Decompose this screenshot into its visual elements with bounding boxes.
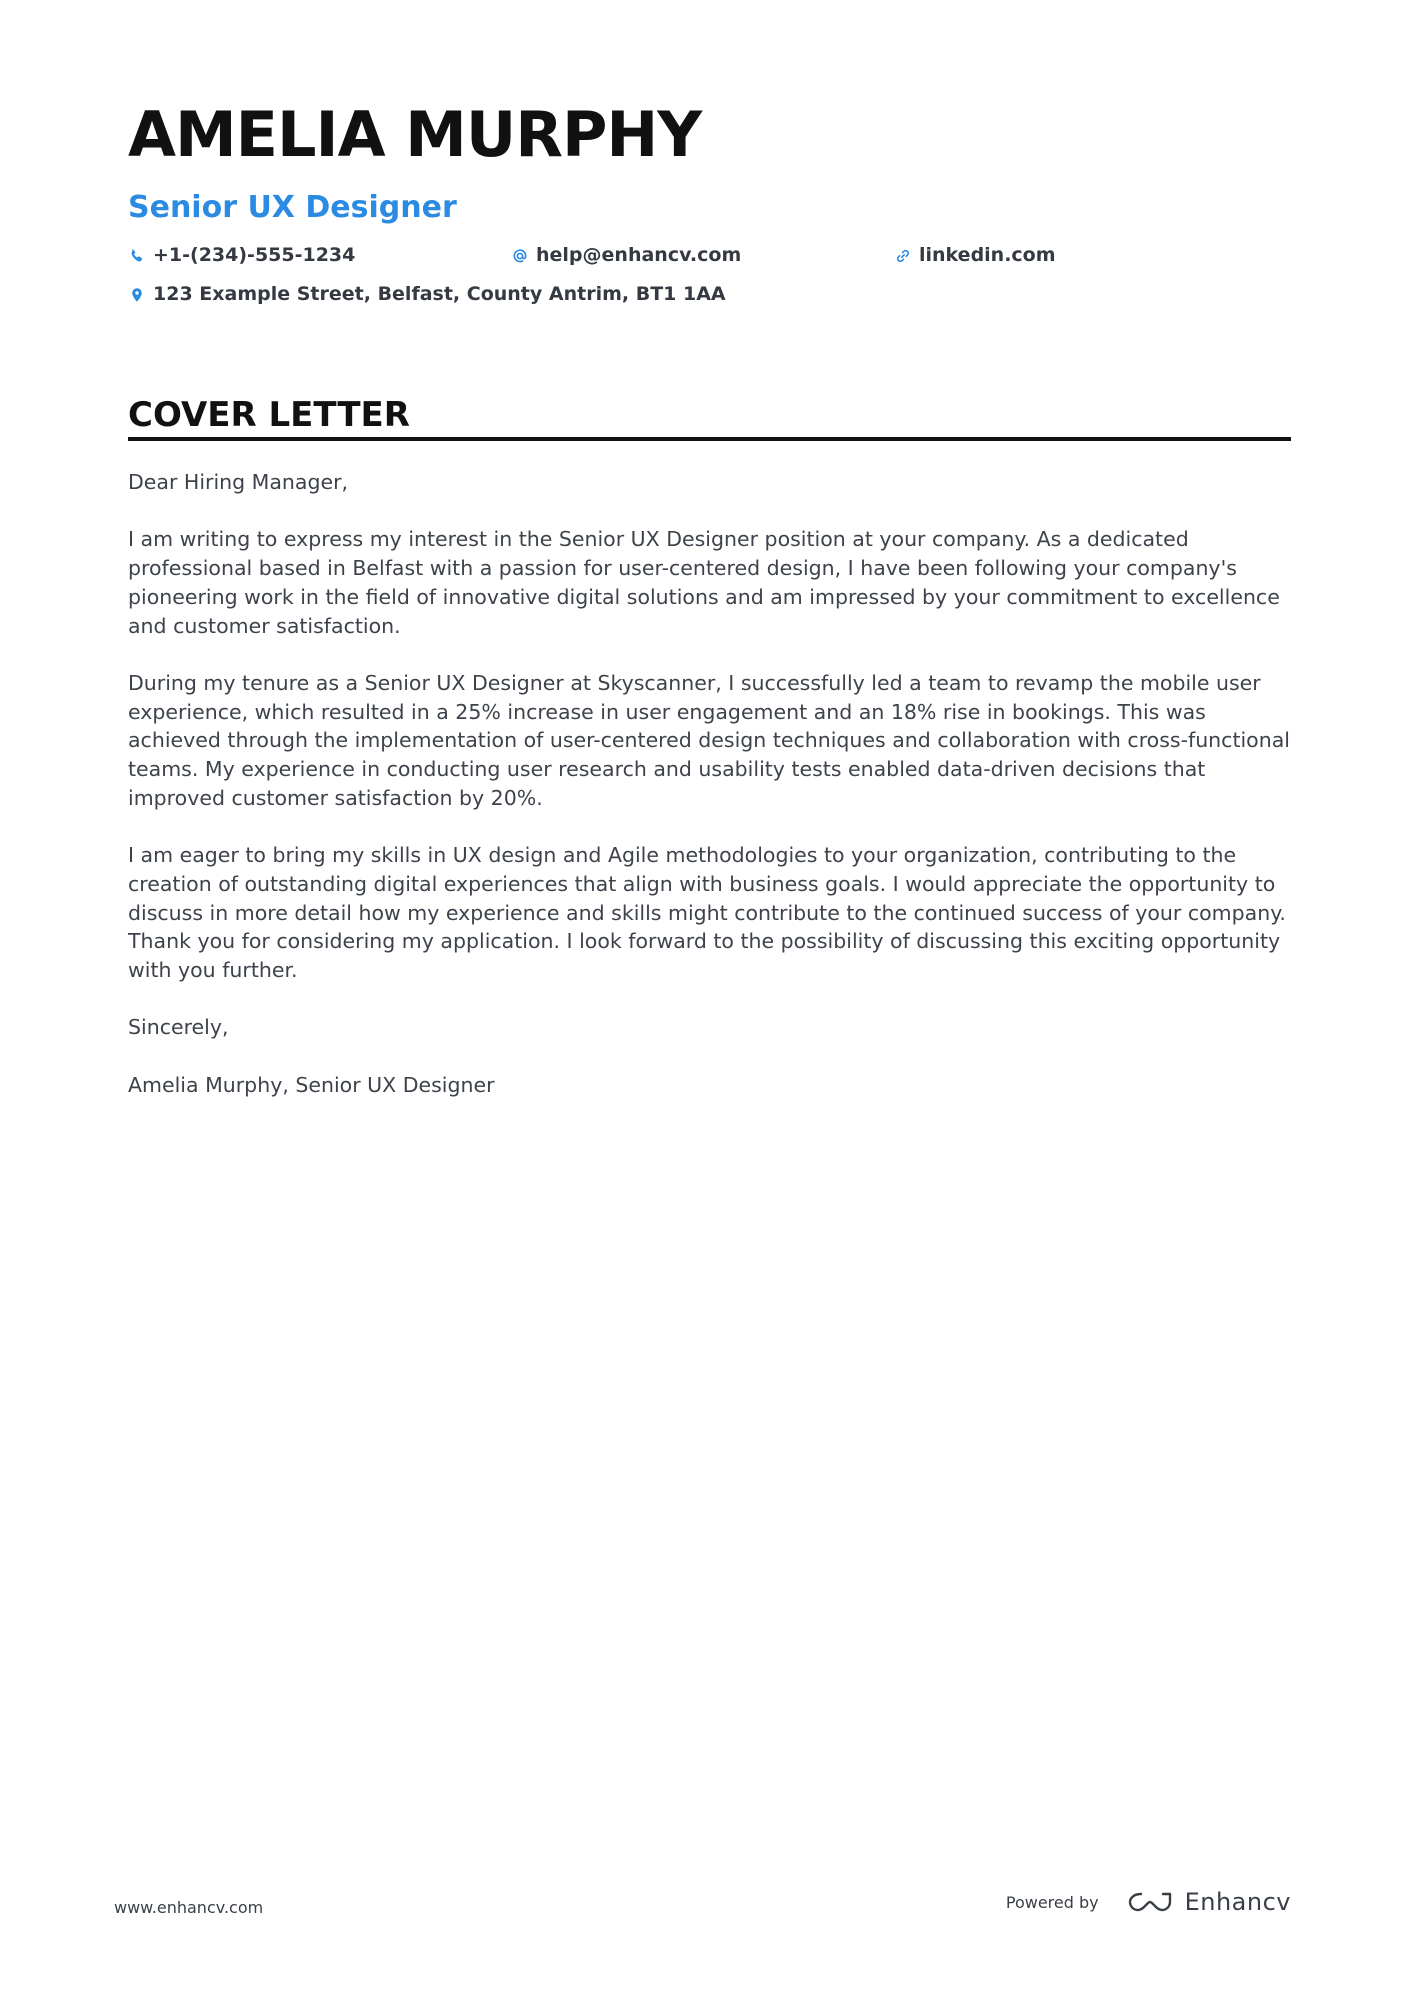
letter-paragraph: I am eager to bring my skills in UX design and Agile methodologies to your organization, contributing to the creation of outstanding digital experiences that align with business goals. I would appreciate the opportunity to discuss in more detail how my experience and skills might contribute to the continued success of your company. Thank you for considering my application. I look forward to the possibility of discussing this exciting opportunity with you further. bbox=[128, 843, 1286, 982]
link-icon bbox=[894, 247, 912, 265]
location-pin-icon bbox=[128, 286, 146, 304]
address-value: 123 Example Street, Belfast, County Antrim, BT1 1AA bbox=[153, 283, 726, 305]
enhancv-logo-icon bbox=[1127, 1888, 1173, 1916]
contact-email bbox=[511, 246, 741, 265]
letter-signature: Amelia Murphy, Senior UX Designer bbox=[128, 1072, 495, 1097]
phone-value: +1-(234)-555-1234 bbox=[153, 244, 356, 266]
phone-icon bbox=[128, 247, 146, 265]
footer-branding bbox=[1006, 1888, 1291, 1916]
at-icon bbox=[511, 247, 529, 265]
letter-paragraph: During my tenure as a Senior UX Designer at Skyscanner, I successfully led a team to revamp the mobile user experience, which resulted in a 25% increase in user engagement and an 18% rise in bookings. This was achieved through the implementation of user-centered design techniques and collaboration with cross-functional teams. My experience in conducting user research and usability tests enabled data-driven decisions that improved customer satisfaction by 20%. bbox=[128, 670, 1290, 810]
applicant-title: Senior UX Designer bbox=[128, 190, 457, 225]
contact-linkedin bbox=[894, 246, 1056, 265]
letter-greeting: Dear Hiring Manager, bbox=[128, 470, 349, 494]
powered-by-label: Powered by bbox=[1005, 1892, 1099, 1912]
applicant-name: AMELIA MURPHY bbox=[128, 98, 702, 171]
brand-name: Enhancv bbox=[1184, 1888, 1291, 1916]
letter-paragraph: I am writing to express my interest in the Senior UX Designer position at your company. As a dedicated professional based in Belfast with a passion for user-centered design, I have been following your company's pioneering work in the field of innovative digital solutions and am impressed by your commitment to excellence and customer satisfaction. bbox=[128, 527, 1280, 638]
email-value[interactable]: help@enhancv.com bbox=[536, 244, 742, 266]
section-divider bbox=[128, 437, 1291, 441]
linkedin-value[interactable]: linkedin.com bbox=[919, 244, 1056, 266]
contact-phone bbox=[128, 246, 355, 265]
section-title: COVER LETTER bbox=[128, 395, 410, 435]
letter-closing: Sincerely, bbox=[128, 1015, 229, 1040]
contact-address bbox=[128, 285, 726, 304]
footer-website[interactable]: www.enhancv.com bbox=[114, 1898, 264, 1917]
letter-body bbox=[128, 468, 1298, 1128]
